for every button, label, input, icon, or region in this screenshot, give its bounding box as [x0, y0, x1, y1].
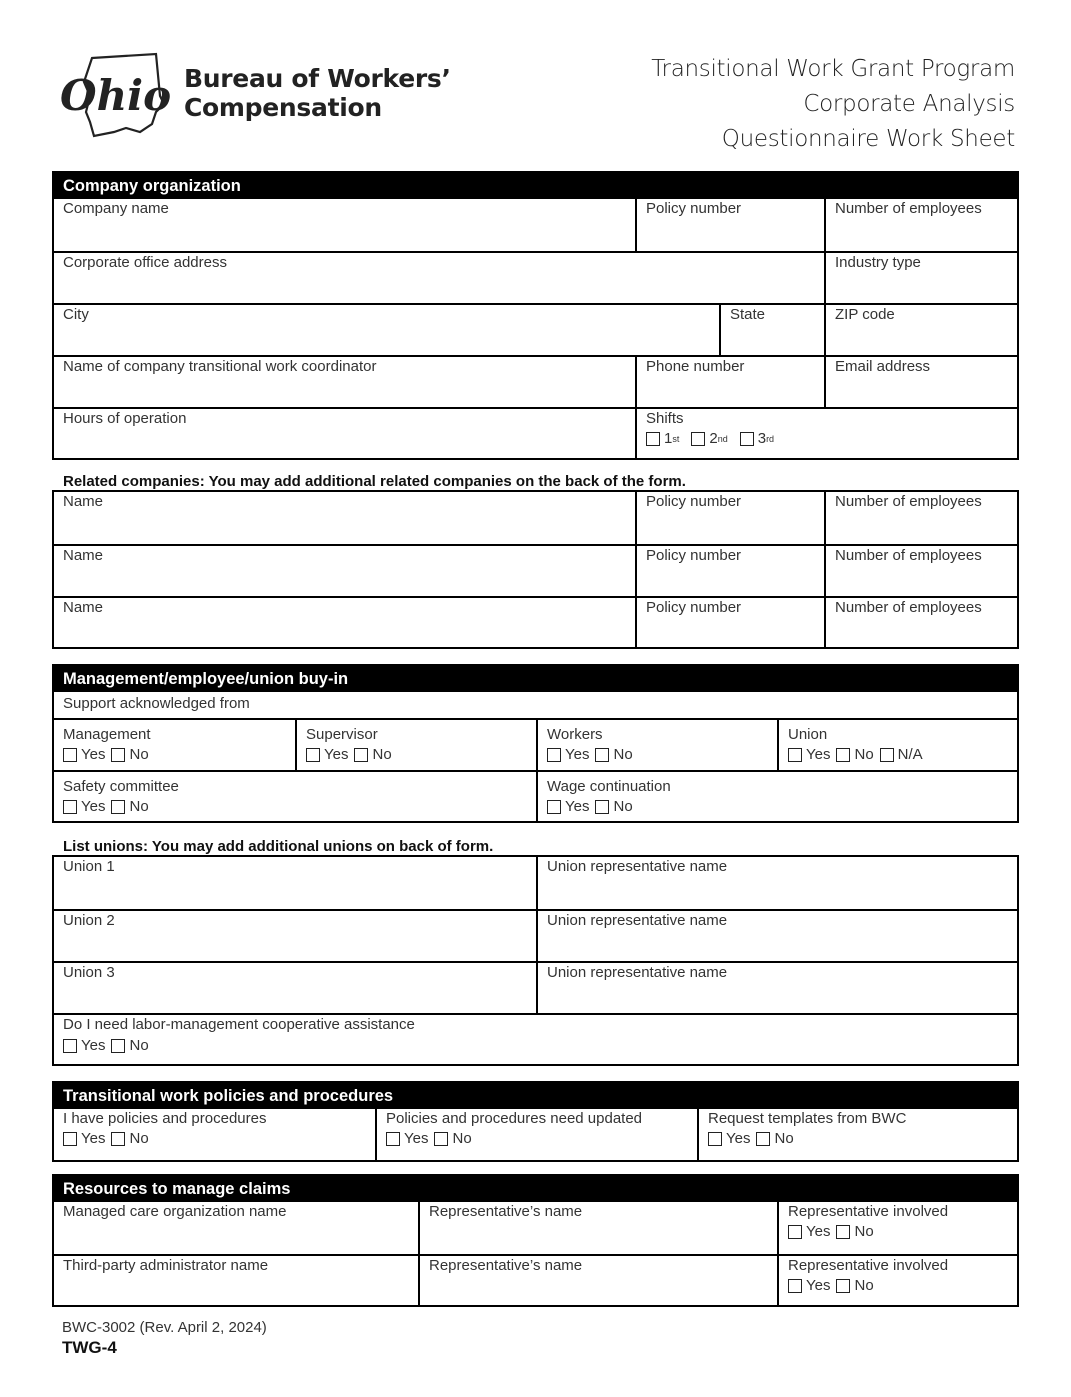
option-label: Yes — [565, 798, 590, 815]
related-policy-field[interactable] — [635, 546, 824, 596]
checkbox[interactable] — [788, 1225, 802, 1239]
field-label: City — [63, 306, 89, 323]
state-field[interactable] — [719, 305, 824, 355]
field-label: Third-party administrator name — [63, 1257, 269, 1274]
option-label: No — [129, 1037, 149, 1054]
related-policy-field[interactable] — [635, 492, 824, 544]
related-employees-field[interactable] — [824, 598, 1017, 647]
field-label: Policies and procedures need updated — [386, 1110, 643, 1127]
field-label: Hours of operation — [63, 410, 187, 427]
email-address-field[interactable] — [824, 357, 1017, 407]
section-heading: Management/employee/union buy-in — [54, 666, 1017, 692]
field-label: Policy number — [646, 599, 742, 616]
checkbox[interactable] — [836, 1225, 850, 1239]
union-field — [777, 720, 1017, 770]
form-code: TWG-4 — [62, 1338, 117, 1357]
zip-code-field[interactable] — [824, 305, 1017, 355]
field-label: Union representative name — [547, 858, 728, 875]
checkbox[interactable] — [836, 1279, 850, 1293]
field-label: Wage continuation — [547, 778, 671, 795]
field-label: Company name — [63, 200, 169, 217]
checkbox[interactable] — [547, 748, 561, 762]
field-label: Corporate office address — [63, 254, 227, 271]
field-label: Representative’s name — [429, 1203, 583, 1220]
field-label: Name — [63, 599, 104, 616]
union-rep-1-field[interactable] — [536, 857, 1017, 909]
buy-in-section — [52, 664, 1019, 823]
field-label: Union 2 — [63, 912, 115, 929]
no-option[interactable] — [111, 798, 148, 816]
checkbox[interactable] — [880, 748, 894, 762]
field-label: Policy number — [646, 547, 742, 564]
option-label: No — [129, 746, 149, 763]
related-companies-table — [52, 490, 1019, 649]
section-heading: Transitional work policies and procedures — [54, 1083, 1017, 1109]
company-organization-section — [52, 171, 1019, 460]
no-option[interactable] — [595, 798, 632, 816]
yes-option[interactable] — [63, 746, 105, 764]
related-employees-field[interactable] — [824, 546, 1017, 596]
supervisor-field — [295, 720, 536, 770]
need-updated-field — [375, 1109, 697, 1160]
form-id: BWC-3002 (Rev. April 2, 2024) — [62, 1319, 267, 1336]
union-rep-2-field[interactable] — [536, 911, 1017, 961]
table-row — [54, 596, 1017, 647]
option-label: Yes — [81, 746, 106, 763]
yes-option[interactable] — [63, 1037, 105, 1055]
field-label: Representative involved — [788, 1257, 949, 1274]
field-label: Shifts — [646, 410, 684, 427]
checkbox[interactable] — [386, 1132, 400, 1146]
have-policies-field — [54, 1109, 375, 1160]
no-option[interactable] — [111, 746, 148, 764]
option-label: Yes — [81, 798, 106, 815]
field-label: Union 1 — [63, 858, 115, 875]
ohio-logo — [56, 52, 172, 138]
unions-table — [52, 855, 1019, 1066]
yes-option[interactable] — [63, 1130, 105, 1148]
checkbox[interactable] — [63, 1039, 77, 1053]
option-label: No — [372, 746, 392, 763]
option-label: No — [452, 1130, 472, 1147]
option-label: Yes — [806, 1277, 831, 1294]
tpa-rep-field[interactable] — [418, 1256, 777, 1305]
checkbox[interactable] — [788, 748, 802, 762]
field-label: ZIP code — [835, 306, 895, 323]
option-label: Yes — [81, 1037, 106, 1054]
field-label: Name — [63, 493, 104, 510]
related-employees-field[interactable] — [824, 492, 1017, 544]
checkbox[interactable] — [595, 748, 609, 762]
yes-option[interactable] — [547, 746, 589, 764]
option-label: No — [613, 798, 633, 815]
related-companies-caption: Related companies: You may add additional related companies on the back of the form. — [63, 473, 686, 490]
field-label: Union 3 — [63, 964, 115, 981]
option-label: Yes — [565, 746, 590, 763]
field-label: Request templates from BWC — [708, 1110, 907, 1127]
option-label: 3 — [757, 430, 767, 447]
checkbox[interactable] — [547, 800, 561, 814]
option-label: Yes — [81, 1130, 106, 1147]
option-label: Yes — [726, 1130, 751, 1147]
field-label: Representative’s name — [429, 1257, 583, 1274]
checkbox[interactable] — [646, 432, 660, 446]
resources-section — [52, 1174, 1019, 1307]
field-label: Email address — [835, 358, 931, 375]
related-name-field[interactable] — [54, 546, 635, 596]
field-label: Policy number — [646, 200, 742, 217]
union-1-field[interactable] — [54, 857, 536, 909]
checkbox[interactable] — [788, 1279, 802, 1293]
option-label: Yes — [404, 1130, 429, 1147]
related-name-field[interactable] — [54, 598, 635, 647]
field-label: Union — [788, 726, 828, 743]
table-row — [54, 544, 1017, 596]
mco-rep-involved-field — [777, 1202, 1017, 1254]
management-field — [54, 720, 295, 770]
labor-management-field — [54, 1015, 1017, 1064]
field-label: Phone number — [646, 358, 745, 375]
field-label: Do I need labor-management cooperative assistance — [63, 1016, 415, 1033]
related-policy-field[interactable] — [635, 598, 824, 647]
office-address-field[interactable] — [54, 253, 824, 303]
coordinator-name-field[interactable] — [54, 357, 635, 407]
checkbox[interactable] — [836, 748, 850, 762]
city-field[interactable] — [54, 305, 719, 355]
field-label: Supervisor — [306, 726, 378, 743]
field-label: Union representative name — [547, 912, 728, 929]
org-name-line1: Bureau of Workers’ — [184, 64, 451, 93]
table-row — [54, 492, 1017, 544]
form-title-line3: Questionnaire Work Sheet — [721, 126, 1015, 152]
union-3-field[interactable] — [54, 963, 536, 1013]
form-title-line2: Corporate Analysis — [803, 91, 1015, 117]
no-option[interactable] — [111, 1130, 148, 1148]
hours-of-operation-field[interactable] — [54, 409, 635, 458]
field-label: Number of employees — [835, 599, 982, 616]
no-option[interactable] — [434, 1130, 471, 1148]
option-label: No — [613, 746, 633, 763]
checkbox[interactable] — [63, 748, 77, 762]
field-label: Management — [63, 726, 151, 743]
form-title-line1: Transitional Work Grant Program — [651, 56, 1015, 82]
option-label: No — [774, 1130, 794, 1147]
field-label: I have policies and procedures — [63, 1110, 267, 1127]
support-label — [54, 692, 1017, 718]
checkbox[interactable] — [306, 748, 320, 762]
policies-section — [52, 1081, 1019, 1162]
union-rep-3-field[interactable] — [536, 963, 1017, 1013]
yes-option[interactable] — [788, 746, 830, 764]
option-label: No — [129, 1130, 149, 1147]
industry-type-field[interactable] — [824, 253, 1017, 303]
checkbox[interactable] — [740, 432, 754, 446]
checkbox[interactable] — [111, 800, 125, 814]
yes-option[interactable] — [547, 798, 589, 816]
field-label: Industry type — [835, 254, 921, 271]
yes-option[interactable] — [306, 746, 348, 764]
option-label: No — [854, 746, 874, 763]
shift-2-option[interactable]: 2 nd — [691, 430, 727, 448]
related-name-field[interactable] — [54, 492, 635, 544]
section-heading: Resources to manage claims — [54, 1176, 1017, 1202]
checkbox[interactable] — [708, 1132, 722, 1146]
option-label: Yes — [324, 746, 349, 763]
no-option[interactable] — [836, 746, 873, 764]
checkbox[interactable] — [434, 1132, 448, 1146]
section-heading: Company organization — [54, 173, 1017, 199]
option-label: No — [854, 1277, 874, 1294]
checkbox[interactable] — [111, 748, 125, 762]
yes-option[interactable] — [788, 1277, 830, 1295]
field-label: Number of employees — [835, 547, 982, 564]
yes-option[interactable] — [63, 798, 105, 816]
yes-option[interactable] — [708, 1130, 750, 1148]
form-title — [651, 52, 1015, 157]
yes-option[interactable] — [788, 1223, 830, 1241]
request-templates-field — [697, 1109, 1017, 1160]
mco-name-field[interactable] — [54, 1202, 418, 1254]
phone-number-field[interactable] — [635, 357, 824, 407]
option-label: No — [854, 1223, 874, 1240]
org-name — [184, 64, 451, 122]
option-label: 2 — [709, 430, 718, 447]
no-option[interactable] — [836, 1223, 873, 1241]
yes-option[interactable] — [386, 1130, 428, 1148]
tpa-name-field[interactable] — [54, 1256, 418, 1305]
no-option[interactable] — [111, 1037, 148, 1055]
field-label: Support acknowledged from — [63, 695, 250, 712]
no-option[interactable] — [836, 1277, 873, 1295]
company-name-field[interactable] — [54, 199, 635, 251]
field-label: Safety committee — [63, 778, 179, 795]
mco-rep-field[interactable] — [418, 1202, 777, 1254]
wage-continuation-field — [536, 772, 1017, 821]
checkbox[interactable] — [63, 1132, 77, 1146]
option-label: Yes — [806, 1223, 831, 1240]
tpa-rep-involved-field — [777, 1256, 1017, 1305]
field-label: Representative involved — [788, 1203, 949, 1220]
union-2-field[interactable] — [54, 911, 536, 961]
field-label: Managed care organization name — [63, 1203, 287, 1220]
workers-field — [536, 720, 777, 770]
unions-caption: List unions: You may add additional unions on back of form. — [63, 838, 494, 855]
number-of-employees-field[interactable] — [824, 199, 1017, 251]
no-option[interactable] — [595, 746, 632, 764]
safety-committee-field — [54, 772, 536, 821]
checkbox[interactable] — [111, 1132, 125, 1146]
shift-3-option[interactable]: 3 rd — [740, 430, 774, 448]
org-name-line2: Compensation — [184, 93, 382, 122]
field-label: Name of company transitional work coordinator — [63, 358, 377, 375]
field-label: State — [730, 306, 766, 323]
field-label: Workers — [547, 726, 603, 743]
na-option[interactable] — [880, 746, 923, 764]
policy-number-field[interactable] — [635, 199, 824, 251]
shift-1-option[interactable]: 1 st — [646, 430, 679, 448]
field-label: Number of employees — [835, 493, 982, 510]
checkbox[interactable] — [63, 800, 77, 814]
checkbox[interactable] — [354, 748, 368, 762]
option-label: No — [129, 798, 149, 815]
field-label: Policy number — [646, 493, 742, 510]
checkbox[interactable] — [595, 800, 609, 814]
logo-wordmark: Ohio — [60, 71, 172, 120]
field-label: Union representative name — [547, 964, 728, 981]
option-label: 1 — [664, 430, 673, 447]
option-label: Yes — [806, 746, 831, 763]
option-label: N/A — [897, 746, 923, 763]
no-option[interactable] — [354, 746, 391, 764]
shifts-field — [635, 409, 1017, 458]
checkbox[interactable] — [756, 1132, 770, 1146]
field-label: Name — [63, 547, 104, 564]
checkbox[interactable] — [691, 432, 705, 446]
no-option[interactable] — [756, 1130, 793, 1148]
checkbox[interactable] — [111, 1039, 125, 1053]
field-label: Number of employees — [835, 200, 982, 217]
